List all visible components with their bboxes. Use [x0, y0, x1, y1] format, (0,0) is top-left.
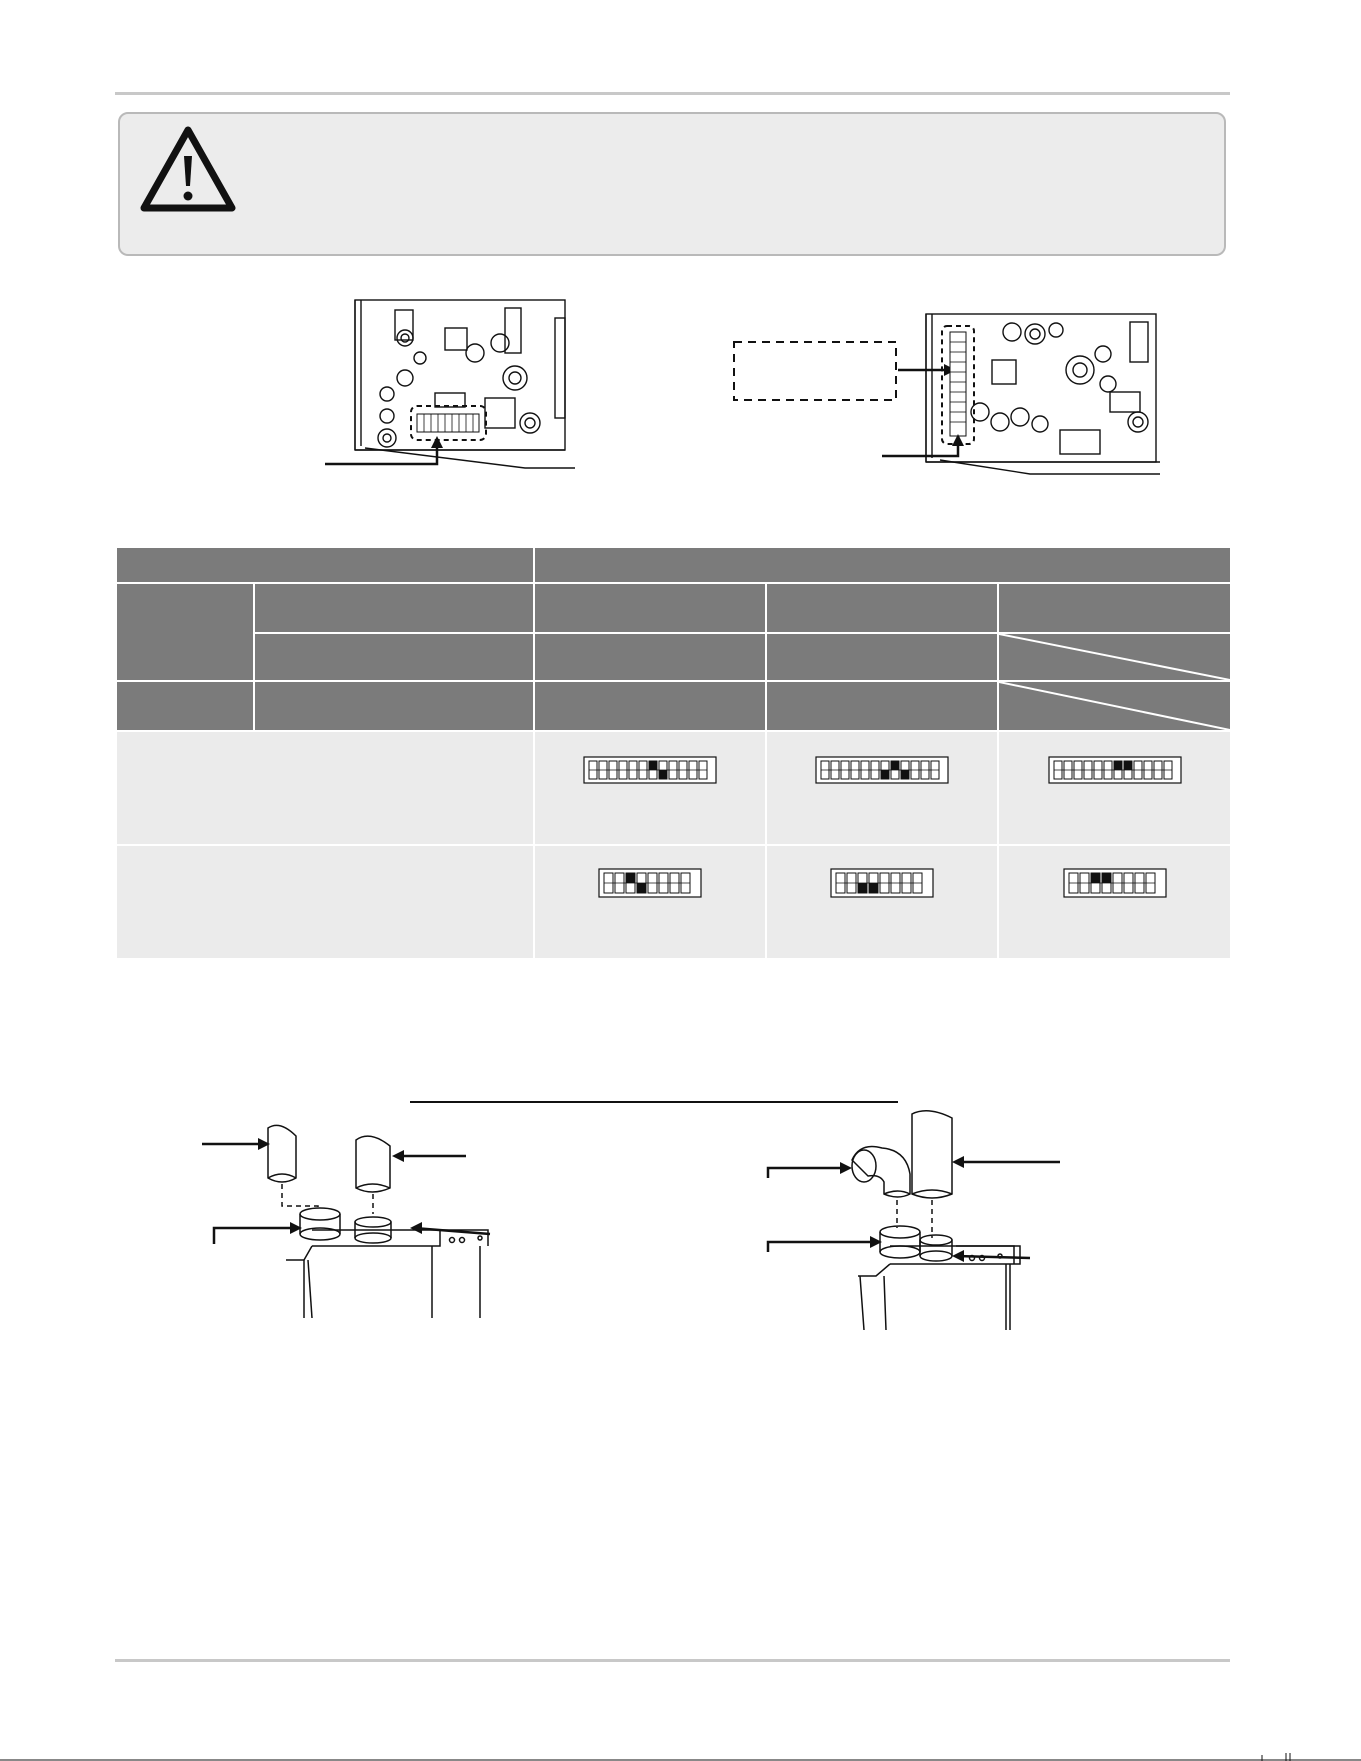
dip-a-col2	[766, 731, 998, 845]
row-label-dip-b	[116, 845, 534, 959]
cell-1b-col1	[534, 633, 766, 681]
table-header-left	[116, 547, 534, 583]
row-header-2a	[254, 681, 534, 731]
cell-1b-col3-empty	[998, 633, 1231, 681]
dip-a-col1	[534, 731, 766, 845]
cell-1a-col1	[534, 583, 766, 633]
cell-2a-col1	[534, 681, 766, 731]
dip-settings-table	[115, 546, 1232, 960]
dip-switch-graphic	[830, 868, 934, 898]
top-rule	[115, 92, 1230, 95]
row-group-header-1	[116, 583, 254, 681]
dip-b-col3	[998, 845, 1231, 959]
cell-1b-col2	[766, 633, 998, 681]
dip-switch-graphic	[815, 756, 949, 784]
dip-switch-graphic	[1063, 868, 1167, 898]
vent-figure-left	[200, 1118, 500, 1318]
row-header-1a	[254, 583, 534, 633]
section-underline	[410, 1101, 898, 1103]
control-board-figure-right	[730, 312, 1160, 482]
dip-a-col3	[998, 731, 1231, 845]
crop-marks	[0, 1751, 1361, 1761]
cell-1a-col3	[998, 583, 1231, 633]
cell-1a-col2	[766, 583, 998, 633]
dip-switch-graphic	[1048, 756, 1182, 784]
row-label-dip-a	[116, 731, 534, 845]
warning-triangle-icon	[140, 126, 236, 212]
warning-box	[118, 112, 1226, 256]
table-header-right	[534, 547, 1231, 583]
vent-figure-right	[760, 1108, 1080, 1330]
cell-2a-col2	[766, 681, 998, 731]
dip-b-col2	[766, 845, 998, 959]
row-group-header-2	[116, 681, 254, 731]
dip-switch-graphic	[598, 868, 702, 898]
dip-switch-graphic	[583, 756, 717, 784]
bottom-rule	[115, 1659, 1230, 1662]
dip-b-col1	[534, 845, 766, 959]
control-board-figure-left	[325, 298, 575, 476]
cell-2a-col3-empty	[998, 681, 1231, 731]
row-header-1b	[254, 633, 534, 681]
